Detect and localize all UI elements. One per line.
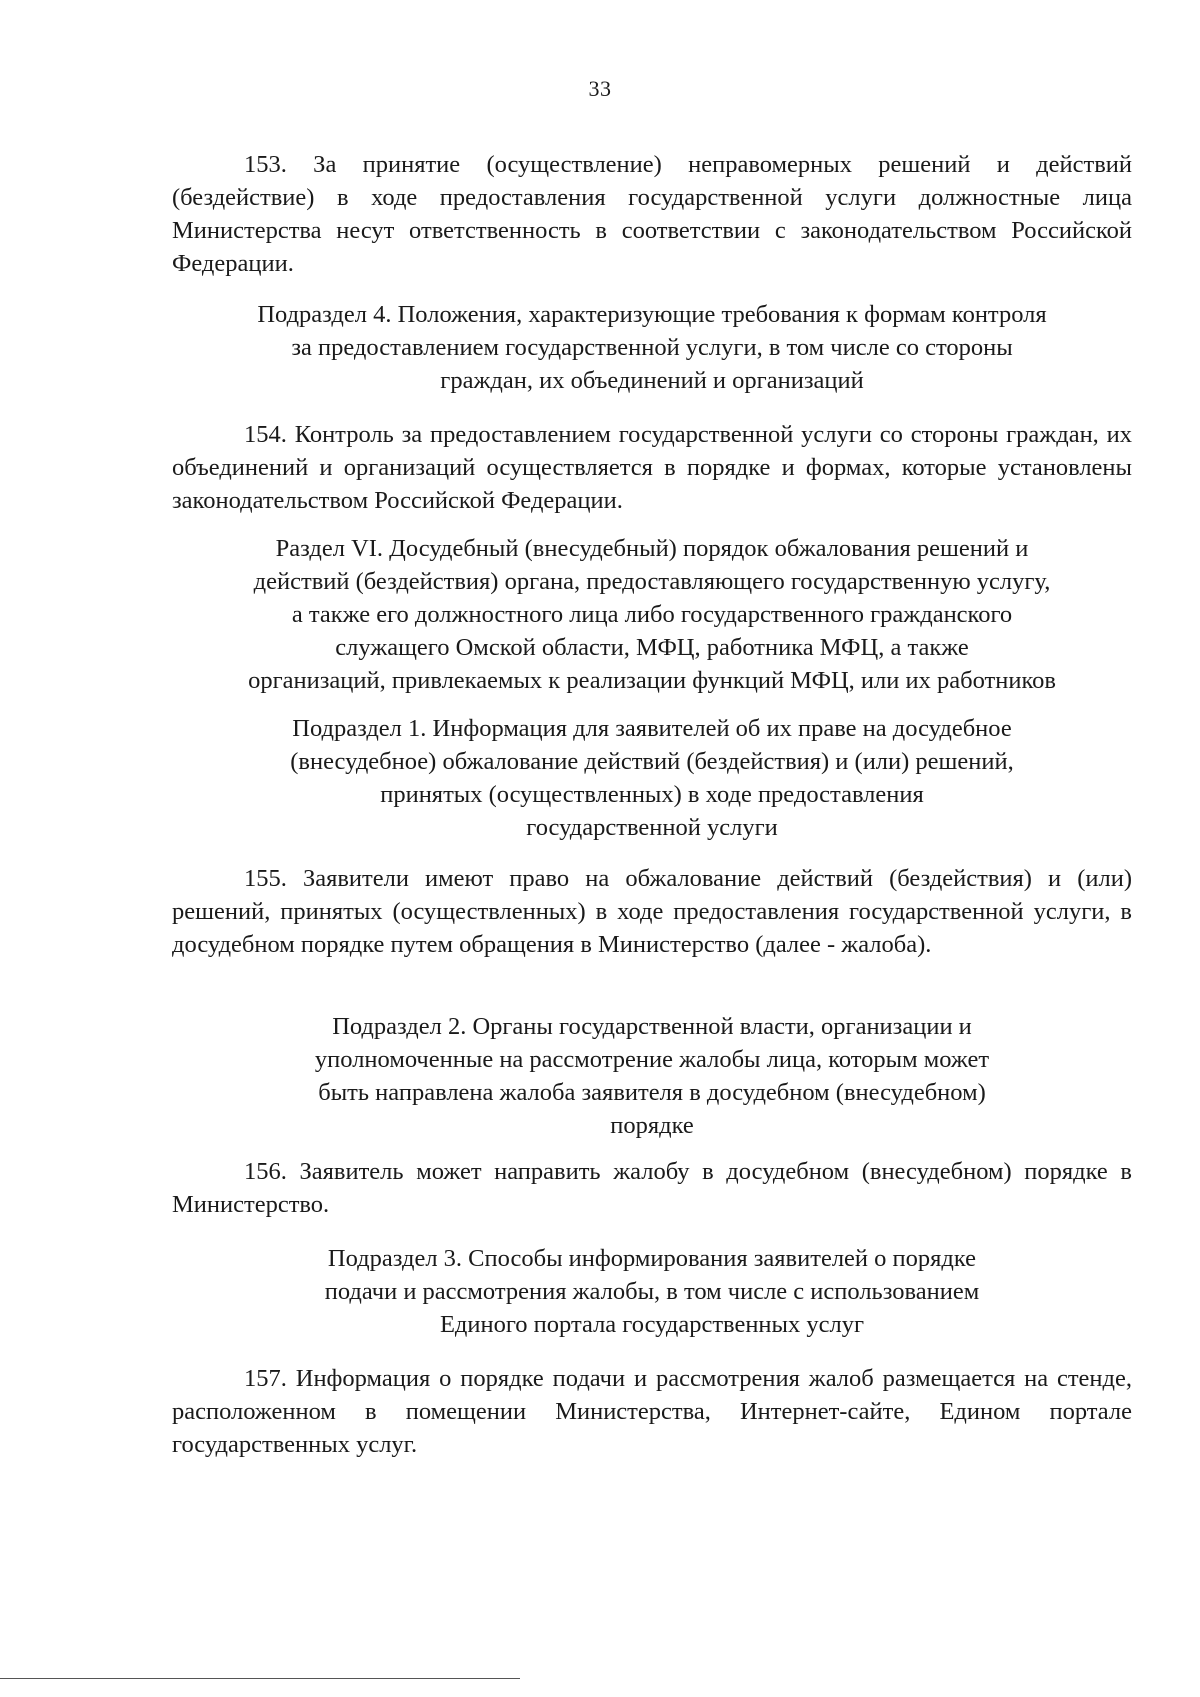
paragraph-155 xyxy=(172,862,1132,961)
heading-subsection-1 xyxy=(172,712,1132,844)
heading-line: а также его должностного лица либо государственного гражданского xyxy=(291,601,1013,628)
heading-line: Подраздел 4. Положения, характеризующие требования к формам контроля xyxy=(257,301,1047,328)
heading-line: уполномоченные на рассмотрение жалобы лица, которым может xyxy=(314,1046,990,1073)
heading-line: Раздел VI. Досудебный (внесудебный) порядок обжалования решений и xyxy=(275,535,1029,562)
paragraph-text: 154. Контроль за предоставлением государственной услуги со стороны граждан, их объединений и организаций осуществляется в порядке и формах, которые установлены законодательством Российской Федерации. xyxy=(172,421,1132,514)
heading-line: (внесудебное) обжалование действий (бездействия) и (или) решений, xyxy=(290,748,1014,775)
heading-line: государственной услуги xyxy=(526,814,778,841)
paragraph-153 xyxy=(172,148,1132,280)
heading-line: Подраздел 2. Органы государственной власти, организации и xyxy=(332,1013,972,1040)
heading-line: Подраздел 1. Информация для заявителей об их праве на досудебное xyxy=(292,715,1012,742)
heading-subsection-3 xyxy=(172,1242,1132,1341)
paragraph-157 xyxy=(172,1362,1132,1461)
heading-line: подачи и рассмотрения жалобы, в том числе с использованием xyxy=(324,1278,980,1305)
heading-subsection-2 xyxy=(172,1010,1132,1142)
paragraph-154 xyxy=(172,418,1132,517)
page-number: 33 xyxy=(588,76,612,101)
paragraph-text: 156. Заявитель может направить жалобу в досудебном (внесудебном) порядке в Министерство. xyxy=(172,1158,1132,1218)
heading-line: за предоставлением государственной услуги, в том числе со стороны xyxy=(291,334,1013,361)
heading-subsection-4 xyxy=(172,298,1132,397)
heading-line: организаций, привлекаемых к реализации функций МФЦ, или их работников xyxy=(248,667,1056,694)
heading-section-6 xyxy=(172,532,1132,697)
heading-line: Единого портала государственных услуг xyxy=(439,1311,865,1338)
heading-line: быть направлена жалоба заявителя в досудебном (внесудебном) xyxy=(318,1079,986,1106)
paragraph-text: 157. Информация о порядке подачи и рассмотрения жалоб размещается на стенде, расположенном в помещении Министерства, Интернет-сайте, Едином портале государственных услуг. xyxy=(172,1365,1132,1458)
heading-line: порядке xyxy=(610,1112,694,1139)
footer-divider xyxy=(0,1678,520,1679)
heading-line: Подраздел 3. Способы информирования заявителей о порядке xyxy=(327,1245,977,1272)
heading-line: действий (бездействия) органа, предоставляющего государственную услугу, xyxy=(253,568,1051,595)
heading-line: принятых (осуществленных) в ходе предоставления xyxy=(380,781,924,808)
paragraph-text: 153. За принятие (осуществление) неправомерных решений и действий (бездействие) в ходе предоставления государственной услуги должностные лица Министерства несут ответственность в соответствии с законодательством Российской Федерации. xyxy=(172,151,1132,277)
paragraph-text: 155. Заявители имеют право на обжалование действий (бездействия) и (или) решений, принятых (осуществленных) в ходе предоставления государственной услуги, в досудебном порядке путем обращения в Министерство (далее - жалоба). xyxy=(172,865,1132,958)
paragraph-156 xyxy=(172,1155,1132,1221)
heading-line: служащего Омской области, МФЦ, работника МФЦ, а также xyxy=(335,634,969,661)
heading-line: граждан, их объединений и организаций xyxy=(440,367,864,394)
